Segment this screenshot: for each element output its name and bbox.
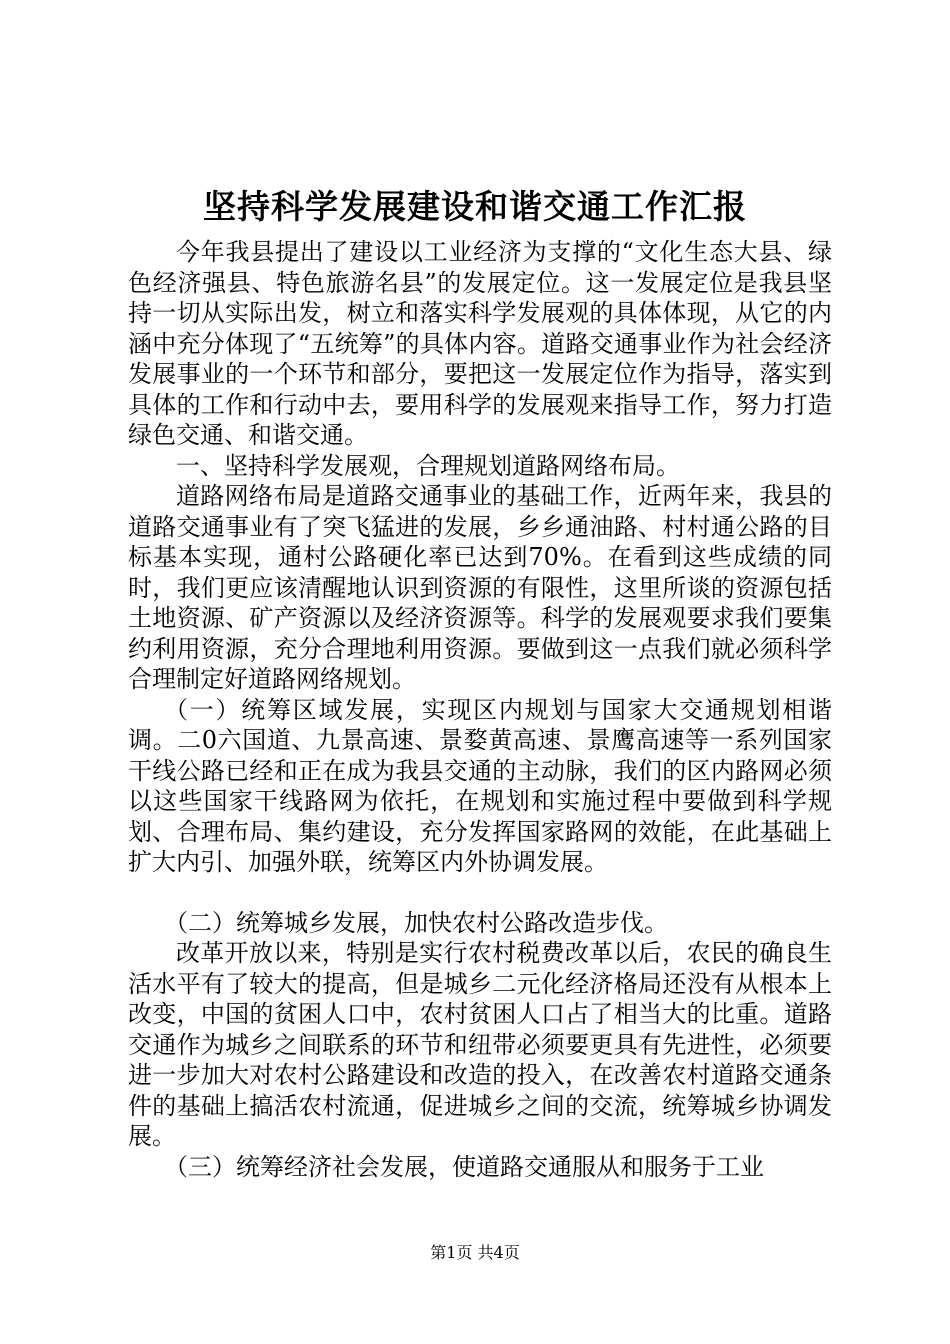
paragraph-rural-roads: 改革开放以来，特别是实行农村税费改革以后，农民的确良生活水平有了较大的提高，但是城乡二元化经济格局还没有从根本上改变，中国的贫困人口中，农村贫困人口占了相当大的比重。道路交通作为城乡之间联系的环节和纽带必须要更具有先进性，必须要进一步加大对农村公路建设和改造的投入，在改善农村道路交通条件的基础上搞活农村流通，促进城乡之间的交流，统筹城乡协调发展。: [128, 939, 832, 1150]
subsection-heading-economic-social: （三）统筹经济社会发展，使道路交通服从和服务于工业: [164, 1152, 764, 1181]
subsection-heading-urban-rural: （二）统筹城乡发展，加快农村公路改造步伐。: [164, 908, 668, 937]
section-heading-1: 一、坚持科学发展观，合理规划道路网络布局。: [176, 451, 680, 480]
document-title: 坚持科学发展建设和谐交通工作汇报: [203, 187, 747, 226]
subsection-regional-development: （一）统筹区域发展，实现区内规划与国家大交通规划相谐调。二0六国道、九景高速、景婺黄高速、景鹰高速等一系列国家干线公路已经和正在成为我县交通的主动脉，我们的区内路网必须以这些国家干线路网为依托，在规划和实施过程中要做到科学规划、合理布局、集约建设，充分发挥国家路网的效能，在此基础上扩大内引、加强外联，统筹区内外协调发展。: [128, 695, 832, 876]
page-footer: 第1页 共4页: [430, 1243, 520, 1262]
paragraph-intro: 今年我县提出了建设以工业经济为支撑的“文化生态大县、绿色经济强县、特色旅游名县”的发展定位。这一发展定位是我县坚持一切从实际出发，树立和落实科学发展观的具体体现，从它的内涵中充分体现了“五统筹”的具体内容。道路交通事业作为社会经济发展事业的一个环节和部分，要把这一发展定位作为指导，落实到具体的工作和行动中去，要用科学的发展观来指导工作，努力打造绿色交通、和谐交通。: [128, 238, 832, 449]
document-body: [128, 237, 832, 1182]
paragraph-road-network: 道路网络布局是道路交通事业的基础工作，近两年来，我县的道路交通事业有了突飞猛进的发展，乡乡通油路、村村通公路的目标基本实现，通村公路硬化率已达到70%。在看到这些成绩的同时，我们更应该清醒地认识到资源的有限性，这里所谈的资源包括土地资源、矿产资源以及经济资源等。科学的发展观要求我们要集约利用资源，充分合理地利用资源。要做到这一点我们就必须科学合理制定好道路网络规划。: [128, 482, 832, 693]
